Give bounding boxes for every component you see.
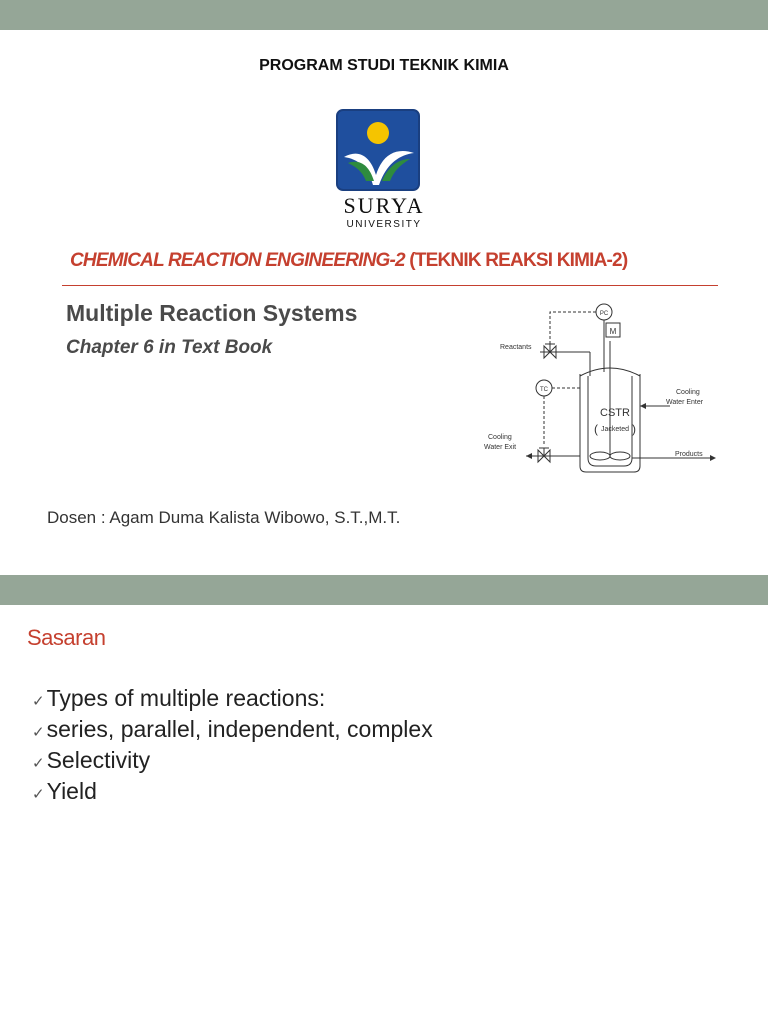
cooling-enter-label: Cooling: [676, 389, 700, 396]
cooling-enter-label: Water Enter: [666, 399, 704, 406]
lecturer-name: Dosen : Agam Duma Kalista Wibowo, S.T.,M.T.: [47, 508, 401, 527]
tc-label: TC: [540, 387, 548, 393]
cooling-exit-label: Cooling: [488, 434, 512, 441]
pc-label: PC: [599, 311, 609, 317]
list-item: ✓Yield: [32, 778, 97, 804]
section-heading: Sasaran: [27, 625, 106, 650]
logo-wordmark: SURYA: [343, 193, 425, 218]
program-title: PROGRAM STUDI TEKNIK KIMIA: [259, 57, 509, 74]
course-title-english: CHEMICAL REACTION ENGINEERING-2: [70, 250, 405, 271]
checkmark-icon: ✓: [32, 786, 45, 803]
impeller-blade: [610, 452, 630, 460]
slide-title: Multiple Reaction Systems: [66, 300, 358, 326]
jacketed-label: Jacketed: [600, 426, 630, 433]
reactants-label: Reactants: [500, 344, 532, 351]
top-banner: [0, 0, 768, 30]
cooling-exit-label: Water Exit: [484, 444, 517, 451]
course-title-indonesian: (TEKNIK REAKSI KIMIA-2): [404, 250, 628, 271]
surya-logo-icon: [336, 109, 420, 191]
list-item: ✓Types of multiple reactions:: [32, 685, 326, 711]
signal-line: [550, 312, 596, 344]
list-item: ✓Selectivity: [32, 747, 151, 773]
slide-subtitle: Chapter 6 in Text Book: [66, 337, 273, 358]
cstr-diagram: [470, 296, 720, 486]
svg-text:(: (: [594, 422, 598, 436]
course-title: [70, 250, 627, 272]
divider: [62, 285, 718, 286]
products-label: Products: [675, 451, 703, 458]
impeller-blade: [590, 452, 610, 460]
checkmark-icon: ✓: [32, 724, 45, 741]
svg-text:): ): [632, 422, 636, 436]
cstr-label: CSTR: [600, 407, 630, 419]
motor-label: M: [609, 327, 617, 336]
checkmark-icon: ✓: [32, 755, 45, 772]
list-item: ✓series, parallel, independent, complex: [32, 716, 433, 742]
slide-divider-banner: [0, 575, 768, 605]
objectives-list: [32, 683, 433, 807]
logo-subtitle: UNIVERSITY: [346, 219, 422, 230]
checkmark-icon: ✓: [32, 693, 45, 710]
